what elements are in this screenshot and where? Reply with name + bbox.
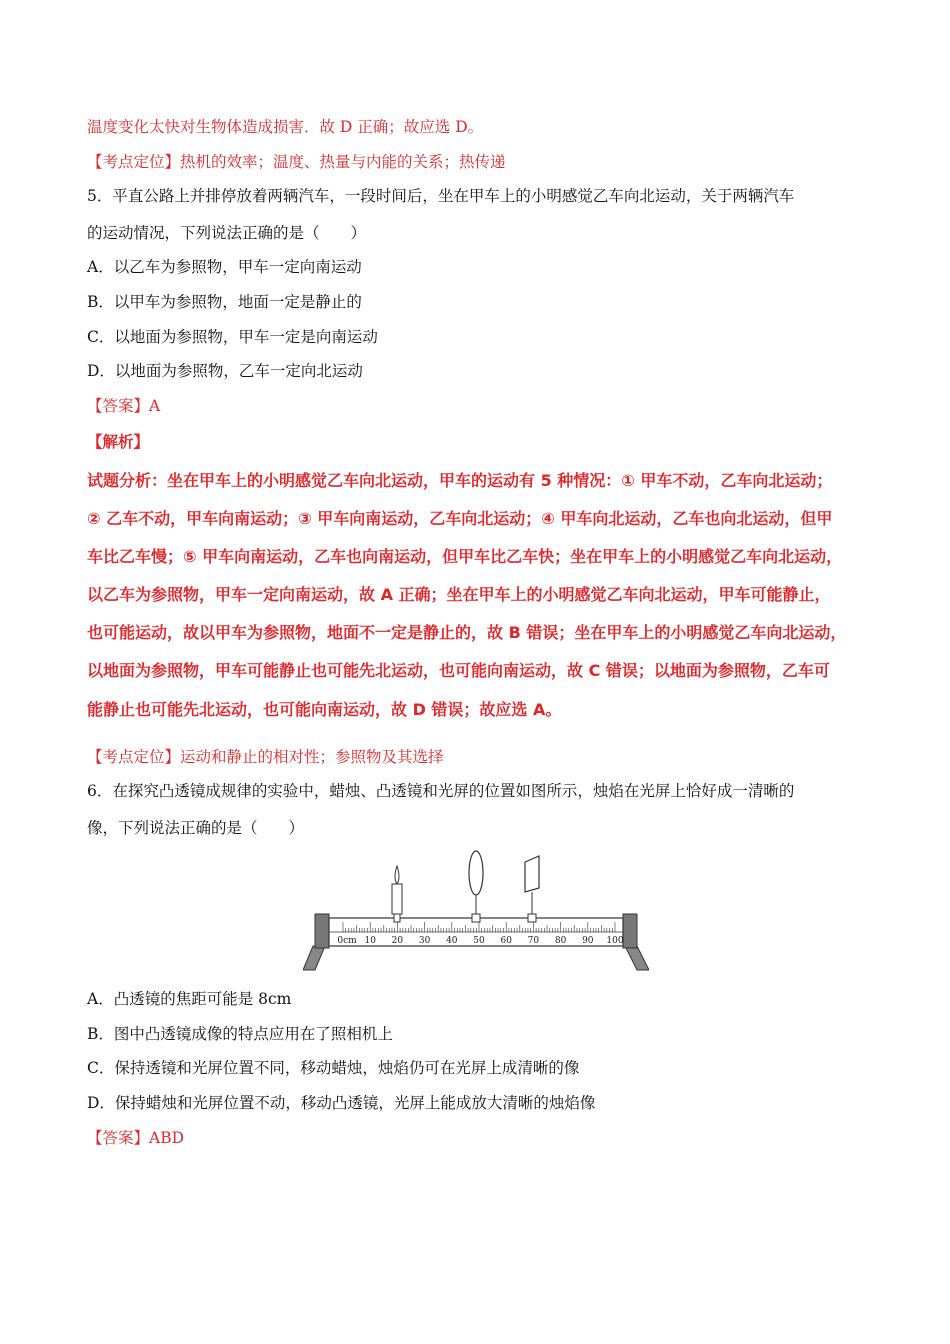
bench-right-post (623, 914, 637, 948)
scale-label: 80 (554, 936, 567, 946)
q5-stem-line2: 的运动情况，下列说法正确的是（ ） (87, 224, 367, 242)
q5-analysis-line: 车比乙车慢；⑤ 甲车向南运动，乙车也向南运动，但甲车比乙车快；坐在甲车上的小明感觉乙车向北运动， (87, 547, 843, 566)
candle (392, 866, 402, 922)
scale-label: 20 (391, 936, 404, 946)
convex-lens (469, 851, 483, 922)
scale-label: 70 (527, 936, 540, 946)
q6-option-d: D．保持蜡烛和光屏位置不动，移动凸透镜，光屏上能成放大清晰的烛焰像 (87, 1094, 596, 1112)
previous-conclusion: 温度变化太快对生物体造成损害．故 D 正确；故应选 D。 (87, 118, 484, 136)
bench-left-leg (303, 946, 325, 970)
scale-label: 90 (582, 936, 594, 946)
light-screen (525, 856, 539, 922)
scale-label: 100 (606, 936, 624, 946)
q5-option-c: C．以地面为参照物，甲车一定是向南运动 (87, 328, 378, 346)
q5-analysis-line: 能静止也可能先北运动，也可能向南运动，故 D 错误；故应选 A。 (87, 700, 562, 719)
q6-stem-line2: 像，下列说法正确的是（ ） (87, 819, 305, 837)
kaodian-q5: 【考点定位】运动和静止的相对性；参照物及其选择 (87, 748, 444, 766)
q5-analysis-line: ② 乙车不动，甲车向南运动；③ 甲车向南运动，乙车向北运动；④ 甲车向北运动，乙车也向北运动，但甲 (87, 509, 833, 528)
q5-option-b: B．以甲车为参照物，地面一定是静止的 (87, 293, 362, 311)
kaodian-q4: 【考点定位】热机的效率；温度、热量与内能的关系；热传递 (87, 153, 506, 171)
q5-analysis-line: 以地面为参照物，甲车可能静止也可能先北运动，也可能向南运动，故 C 错误；以地面为参照物，乙车可 (87, 661, 830, 680)
q5-analysis-line: 也可能运动，故以甲车为参照物，地面不一定是静止的，故 B 错误；坐在甲车上的小明感觉乙车向北运动， (87, 623, 847, 642)
scale-label: 40 (446, 936, 458, 946)
q5-analysis-line: 试题分析：坐在甲车上的小明感觉乙车向北运动，甲车的运动有 5 种情况：① 甲车不动，乙车向北运动； (87, 471, 833, 490)
scale-label: 60 (500, 936, 512, 946)
scale-label: 10 (364, 936, 376, 946)
scale-label: 30 (418, 936, 431, 946)
q6-option-b: B．图中凸透镜成像的特点应用在了照相机上 (87, 1025, 393, 1043)
bench-right-leg (625, 946, 649, 970)
q5-analysis-line: 以乙车为参照物，甲车一定向南运动，故 A 正确；坐在甲车上的小明感觉乙车向北运动，甲车可能静止， (87, 585, 831, 604)
q5-option-d: D．以地面为参照物，乙车一定向北运动 (87, 362, 363, 380)
q5-stem-line1: 5．平直公路上并排停放着两辆汽车，一段时间后，坐在甲车上的小明感觉乙车向北运动，关于两辆汽车 (87, 187, 795, 205)
q6-option-a: A．凸透镜的焦距可能是 8cm (87, 990, 292, 1008)
q6-answer: 【答案】ABD (87, 1129, 185, 1147)
scale-label: 50 (473, 936, 485, 946)
q6-stem-line1: 6．在探究凸透镜成规律的实验中，蜡烛、凸透镜和光屏的位置如图所示，烛焰在光屏上恰好成一清晰的 (87, 782, 795, 800)
bench-left-post (315, 914, 329, 948)
q5-option-a: A．以乙车为参照物，甲车一定向南运动 (87, 258, 362, 276)
q5-answer: 【答案】A (87, 397, 161, 415)
scale-unit-label: 0cm (337, 936, 357, 946)
q5-analysis-title: 【解析】 (87, 432, 150, 451)
optical-bench-figure (303, 848, 649, 976)
q6-option-c: C．保持透镜和光屏位置不同，移动蜡烛，烛焰仍可在光屏上成清晰的像 (87, 1059, 580, 1077)
